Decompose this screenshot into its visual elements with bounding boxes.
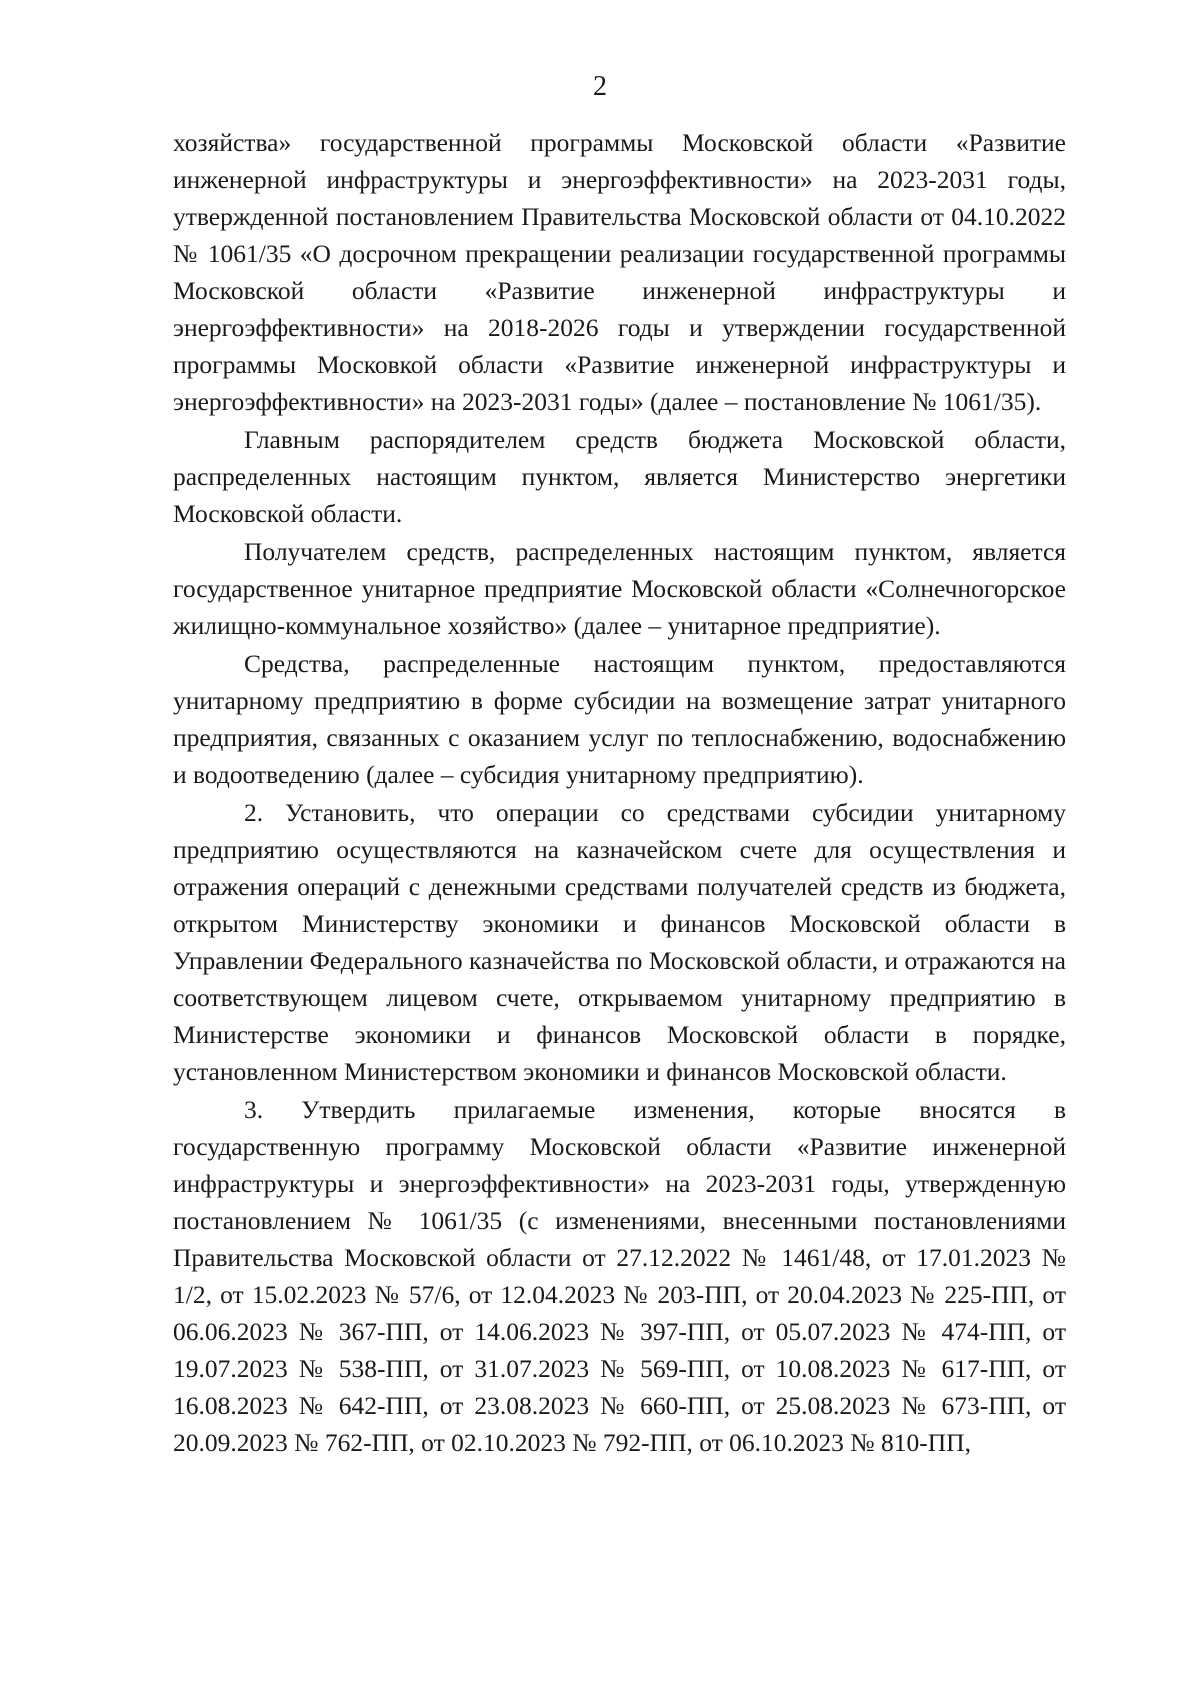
paragraph: Главным распорядителем средств бюджета Московской области, распределенных настоящим пунктом, является Министерство энергетики Московской области. — [173, 425, 1066, 528]
paragraph: 2. Установить, что операции со средствами субсидии унитарному предприятию осуществляются на казначейском счете для осуществления и отражения операций с денежными средствами получателей средств из бюджета, открытом Министерству экономики и финансов Московской области в Управлении Федерального казначейства по Московской области, и отражаются на соответствующем лицевом счете, открываемом унитарному предприятию в Министерстве экономики и финансов Московской области в порядке, установленном Министерством экономики и финансов Московской области. — [173, 798, 1066, 1086]
paragraph: хозяйства» государственной программы Московской области «Развитие инженерной инфраструктуры и энергоэффективности» на 2023-2031 годы, утвержденной постановлением Правительства Московской области от 04.10.2022 № 1061/35 «О досрочном прекращении реализации государственной программы Московской области «Развитие инженерной инфраструктуры и энергоэффективности» на 2018-2026 годы и утверждении государственной программы Московкой области «Развитие инженерной инфраструктуры и энергоэффективности» на 2023-2031 годы» (далее – постановление № 1061/35). — [173, 128, 1066, 416]
paragraph: Получателем средств, распределенных настоящим пунктом, является государственное унитарное предприятие Московской области «Солнечногорское жилищно-коммунальное хозяйство» (далее – унитарное предприятие). — [173, 537, 1066, 640]
paragraph: 3. Утвердить прилагаемые изменения, которые вносятся в государственную программу Московской области «Развитие инженерной инфраструктуры и энергоэффективности» на 2023-2031 годы, утвержденную постановлением № 1061/35 (с изменениями, внесенными постановлениями Правительства Московской области от 27.12.2022 № 1461/48, от 17.01.2023 № 1/2, от 15.02.2023 № 57/6, от 12.04.2023 № 203-ПП, от 20.04.2023 № 225-ПП, от 06.06.2023 № 367-ПП, от 14.06.2023 № 397-ПП, от 05.07.2023 № 474-ПП, от 19.07.2023 № 538-ПП, от 31.07.2023 № 569-ПП, от 10.08.2023 № 617-ПП, от 16.08.2023 № 642-ПП, от 23.08.2023 № 660-ПП, от 25.08.2023 № 673-ПП, от 20.09.2023 № 762-ПП, от 02.10.2023 № 792-ПП, от 06.10.2023 № 810-ПП, — [173, 1095, 1066, 1457]
document-body — [173, 124, 1066, 1462]
page-number: 2 — [593, 71, 607, 102]
paragraph: Средства, распределенные настоящим пунктом, предоставляются унитарному предприятию в форме субсидии на возмещение затрат унитарного предприятия, связанных с оказанием услуг по теплоснабжению, водоснабжению и водоотведению (далее – субсидия унитарному предприятию). — [173, 649, 1066, 789]
